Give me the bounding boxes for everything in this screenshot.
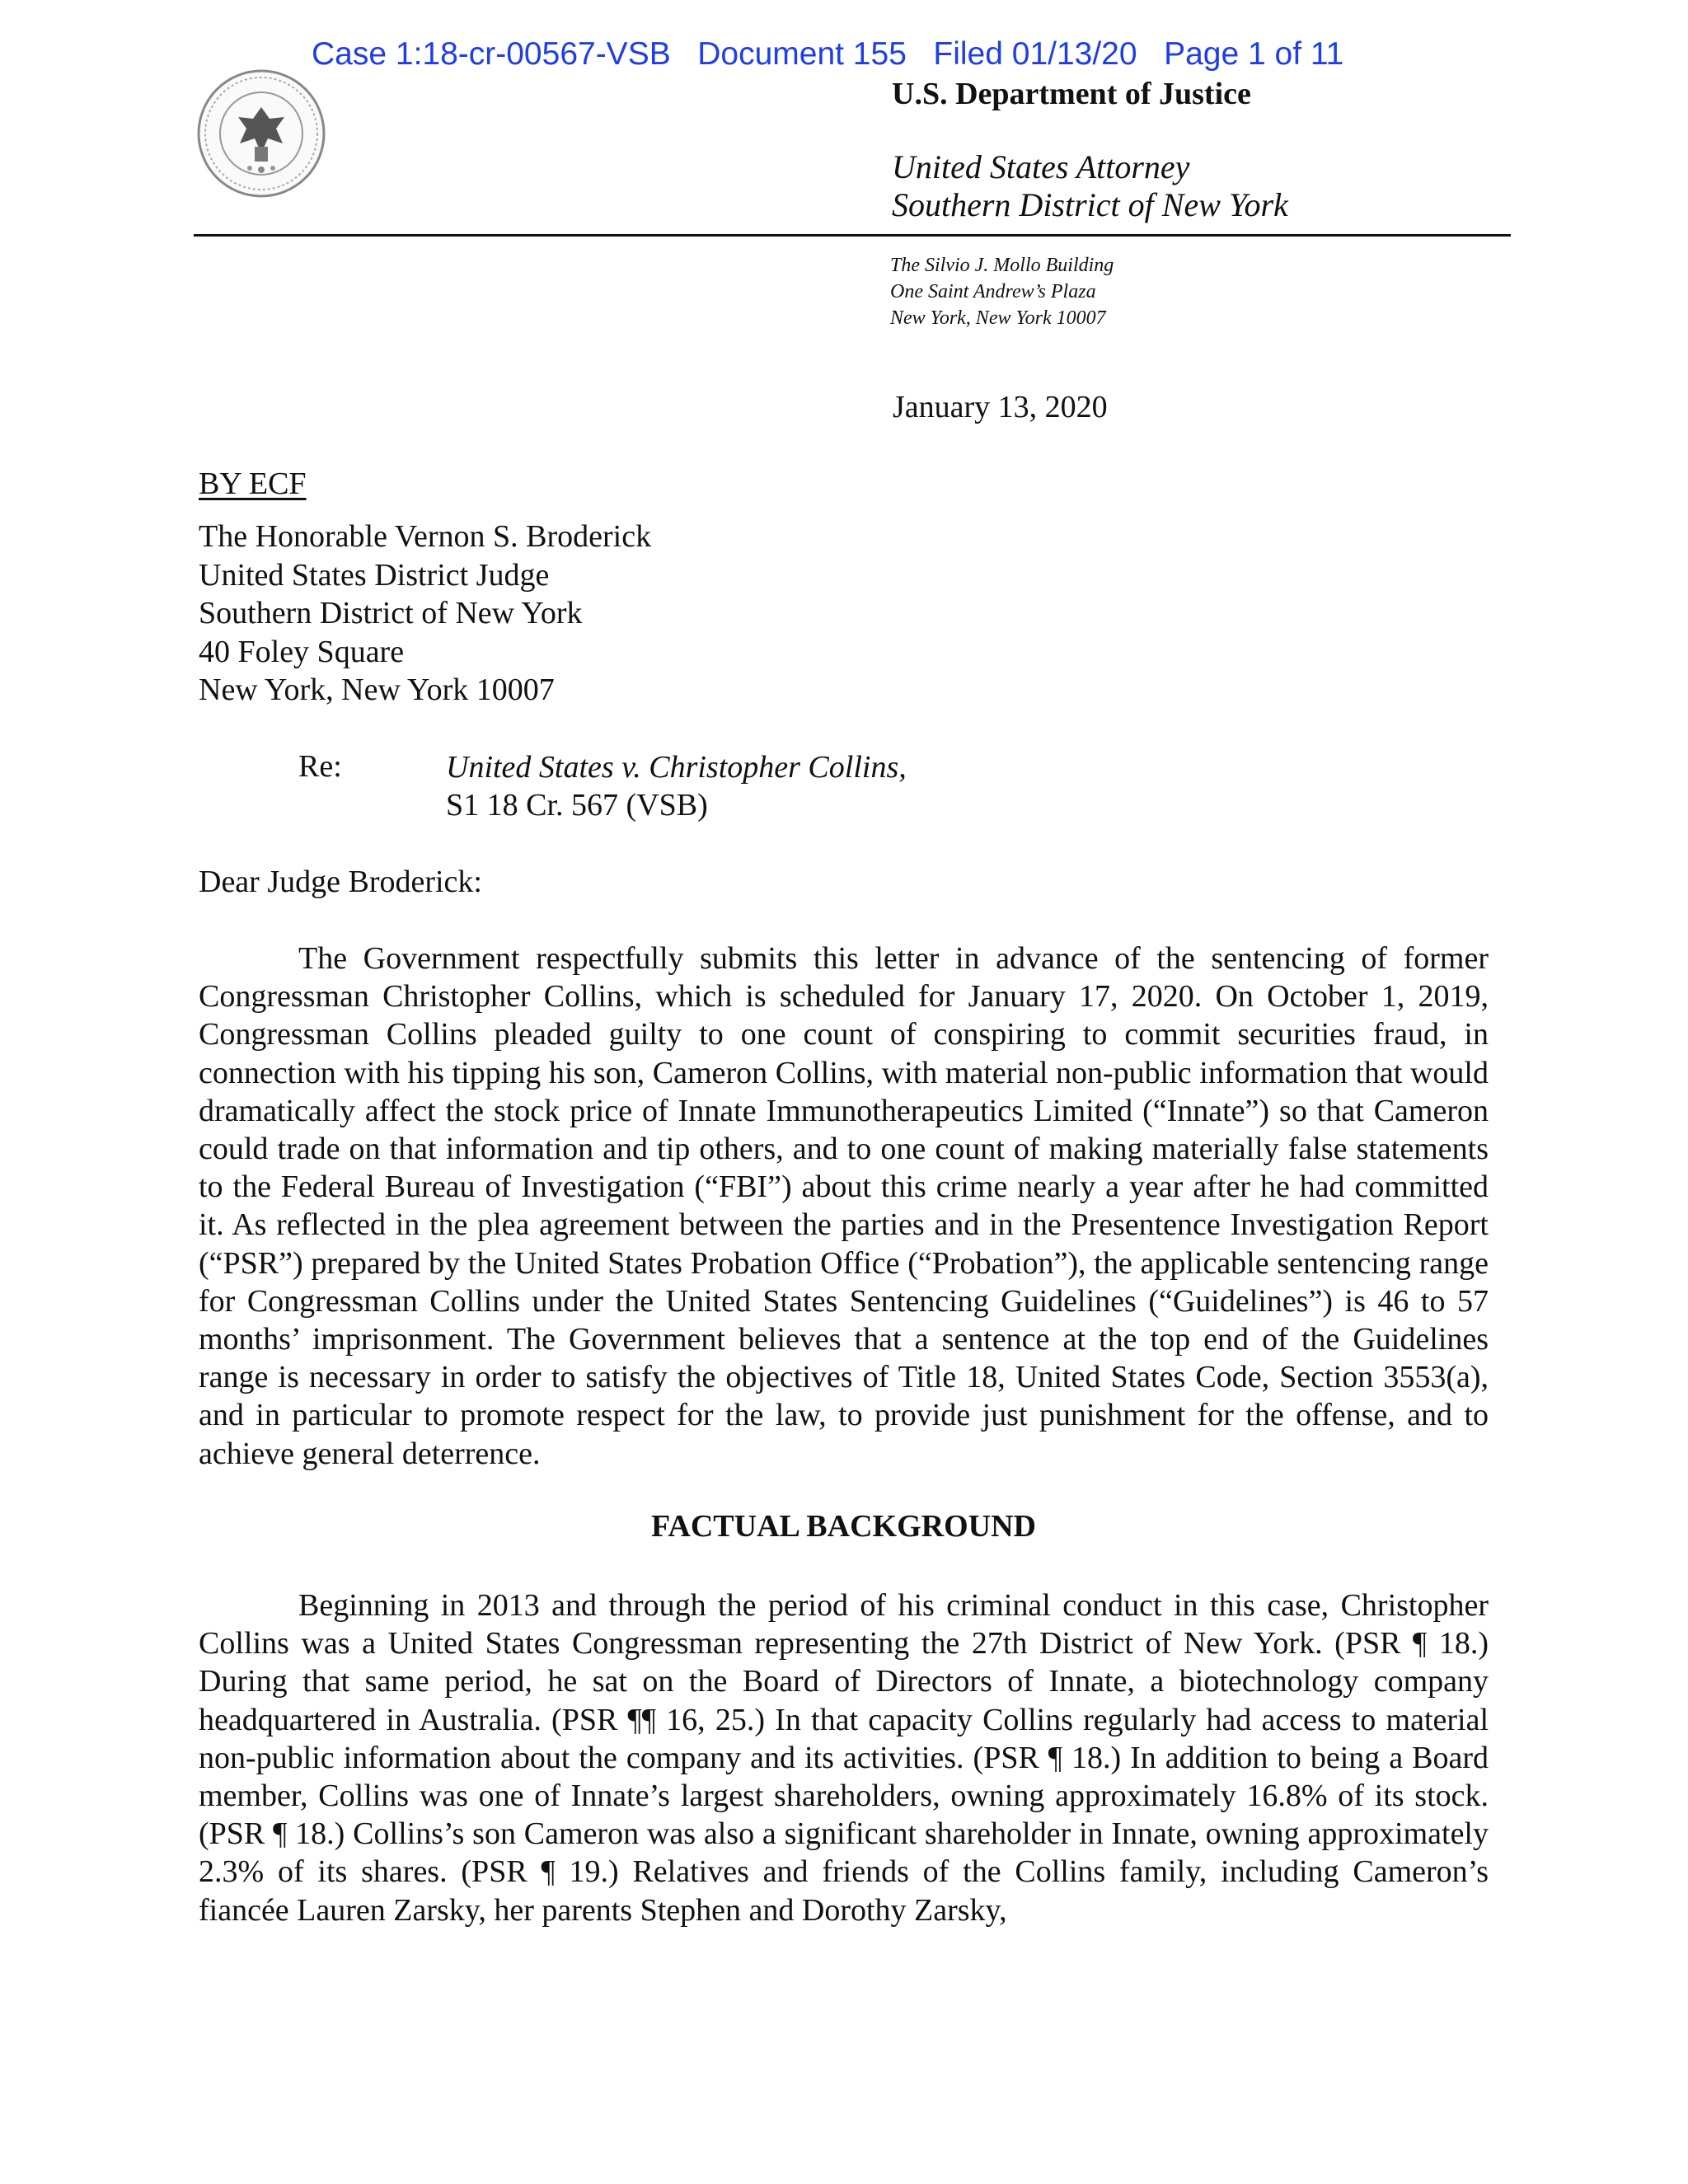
re-line bbox=[446, 748, 907, 824]
addressee-line: The Honorable Vernon S. Broderick bbox=[199, 519, 652, 554]
addressee-line: New York, New York 10007 bbox=[199, 673, 555, 707]
doj-seal-icon bbox=[195, 68, 327, 199]
addressee-block bbox=[199, 518, 651, 710]
section-heading: FACTUAL BACKGROUND bbox=[651, 1509, 1036, 1544]
office-name bbox=[892, 148, 1288, 224]
department-name: U.S. Department of Justice bbox=[892, 77, 1251, 111]
address-line-1: The Silvio J. Mollo Building bbox=[890, 255, 1114, 276]
address-line-2: One Saint Andrew’s Plaza bbox=[890, 281, 1096, 302]
addressee-line: 40 Foley Square bbox=[199, 634, 405, 669]
office-address bbox=[890, 252, 1114, 331]
body-paragraph: Beginning in 2013 and through the period of his criminal conduct in this case, Christopher Collins was a United States Congressman representing the 27th District of New York. (PSR ¶ 18.) During that same period, he sat on the Board of Directors of Innate, a biotechnology company headquartered in Australia. (PSR ¶¶ 16, 25.) In that capacity Collins regularly had access to material non-public information about the company and its activities. (PSR ¶ 18.) In addition to being a Board member, Collins was one of Innate’s largest shareholders, owning approximately 16.8% of its stock. (PSR ¶ 18.) Collins’s son Cameron was also a significant shareholder in Innate, owning approximately 2.3% of its shares. (PSR ¶ 19.) Relatives and friends of the Collins family, including Cameron’s fiancée Lauren Zarsky, her parents Stephen and Dorothy Zarsky, bbox=[199, 1588, 1489, 1928]
letter-date: January 13, 2020 bbox=[893, 390, 1108, 424]
salutation: Dear Judge Broderick: bbox=[199, 865, 482, 899]
addressee-line: United States District Judge bbox=[199, 557, 550, 593]
addressee-line: Southern District of New York bbox=[199, 596, 583, 630]
office-line-2: Southern District of New York bbox=[892, 186, 1288, 223]
re-label: Re: bbox=[298, 749, 342, 784]
letterhead-divider bbox=[194, 234, 1511, 237]
ecf-filing-header: Case 1:18-cr-00567-VSB Document 155 Filed 01/13/20 Page 1 of 11 bbox=[312, 36, 1344, 72]
body-paragraph: The Government respectfully submits this letter in advance of the sentencing of former Congressman Christopher Collins, which is scheduled for January 17, 2020. On October 1, 2019, Congressman Collins pleaded guilty to one count of conspiring to commit securities fraud, in connection with his tipping his son, Cameron Collins, with material non-public information that would dramatically affect the stock price of Innate Immunotherapeutics Limited (“Innate”) so that Cameron could trade on that information and tip others, and to one count of making materially false statements to the Federal Bureau of Investigation (“FBI”) about this crime nearly a year after he had committed it. As reflected in the plea agreement between the parties and in the Presentence Investigation Report (“PSR”) prepared by the United States Probation Office (“Probation”), the applicable sentencing range for Congressman Collins under the United States Sentencing Guidelines (“Guidelines”) is 46 to 57 months’ imprisonment. The Government believes that a sentence at the top end of the Guidelines range is necessary in order to satisfy the objectives of Title 18, United States Code, Section 3553(a), and in particular to promote respect for the law, to provide just punishment for the offense, and to achieve general deterrence. bbox=[199, 941, 1489, 1471]
delivery-method: BY ECF bbox=[199, 466, 307, 501]
address-line-3: New York, New York 10007 bbox=[890, 307, 1106, 329]
case-number: S1 18 Cr. 567 (VSB) bbox=[446, 788, 708, 823]
office-line-1: United States Attorney bbox=[892, 148, 1190, 185]
case-title: United States v. Christopher Collins, bbox=[446, 750, 907, 785]
